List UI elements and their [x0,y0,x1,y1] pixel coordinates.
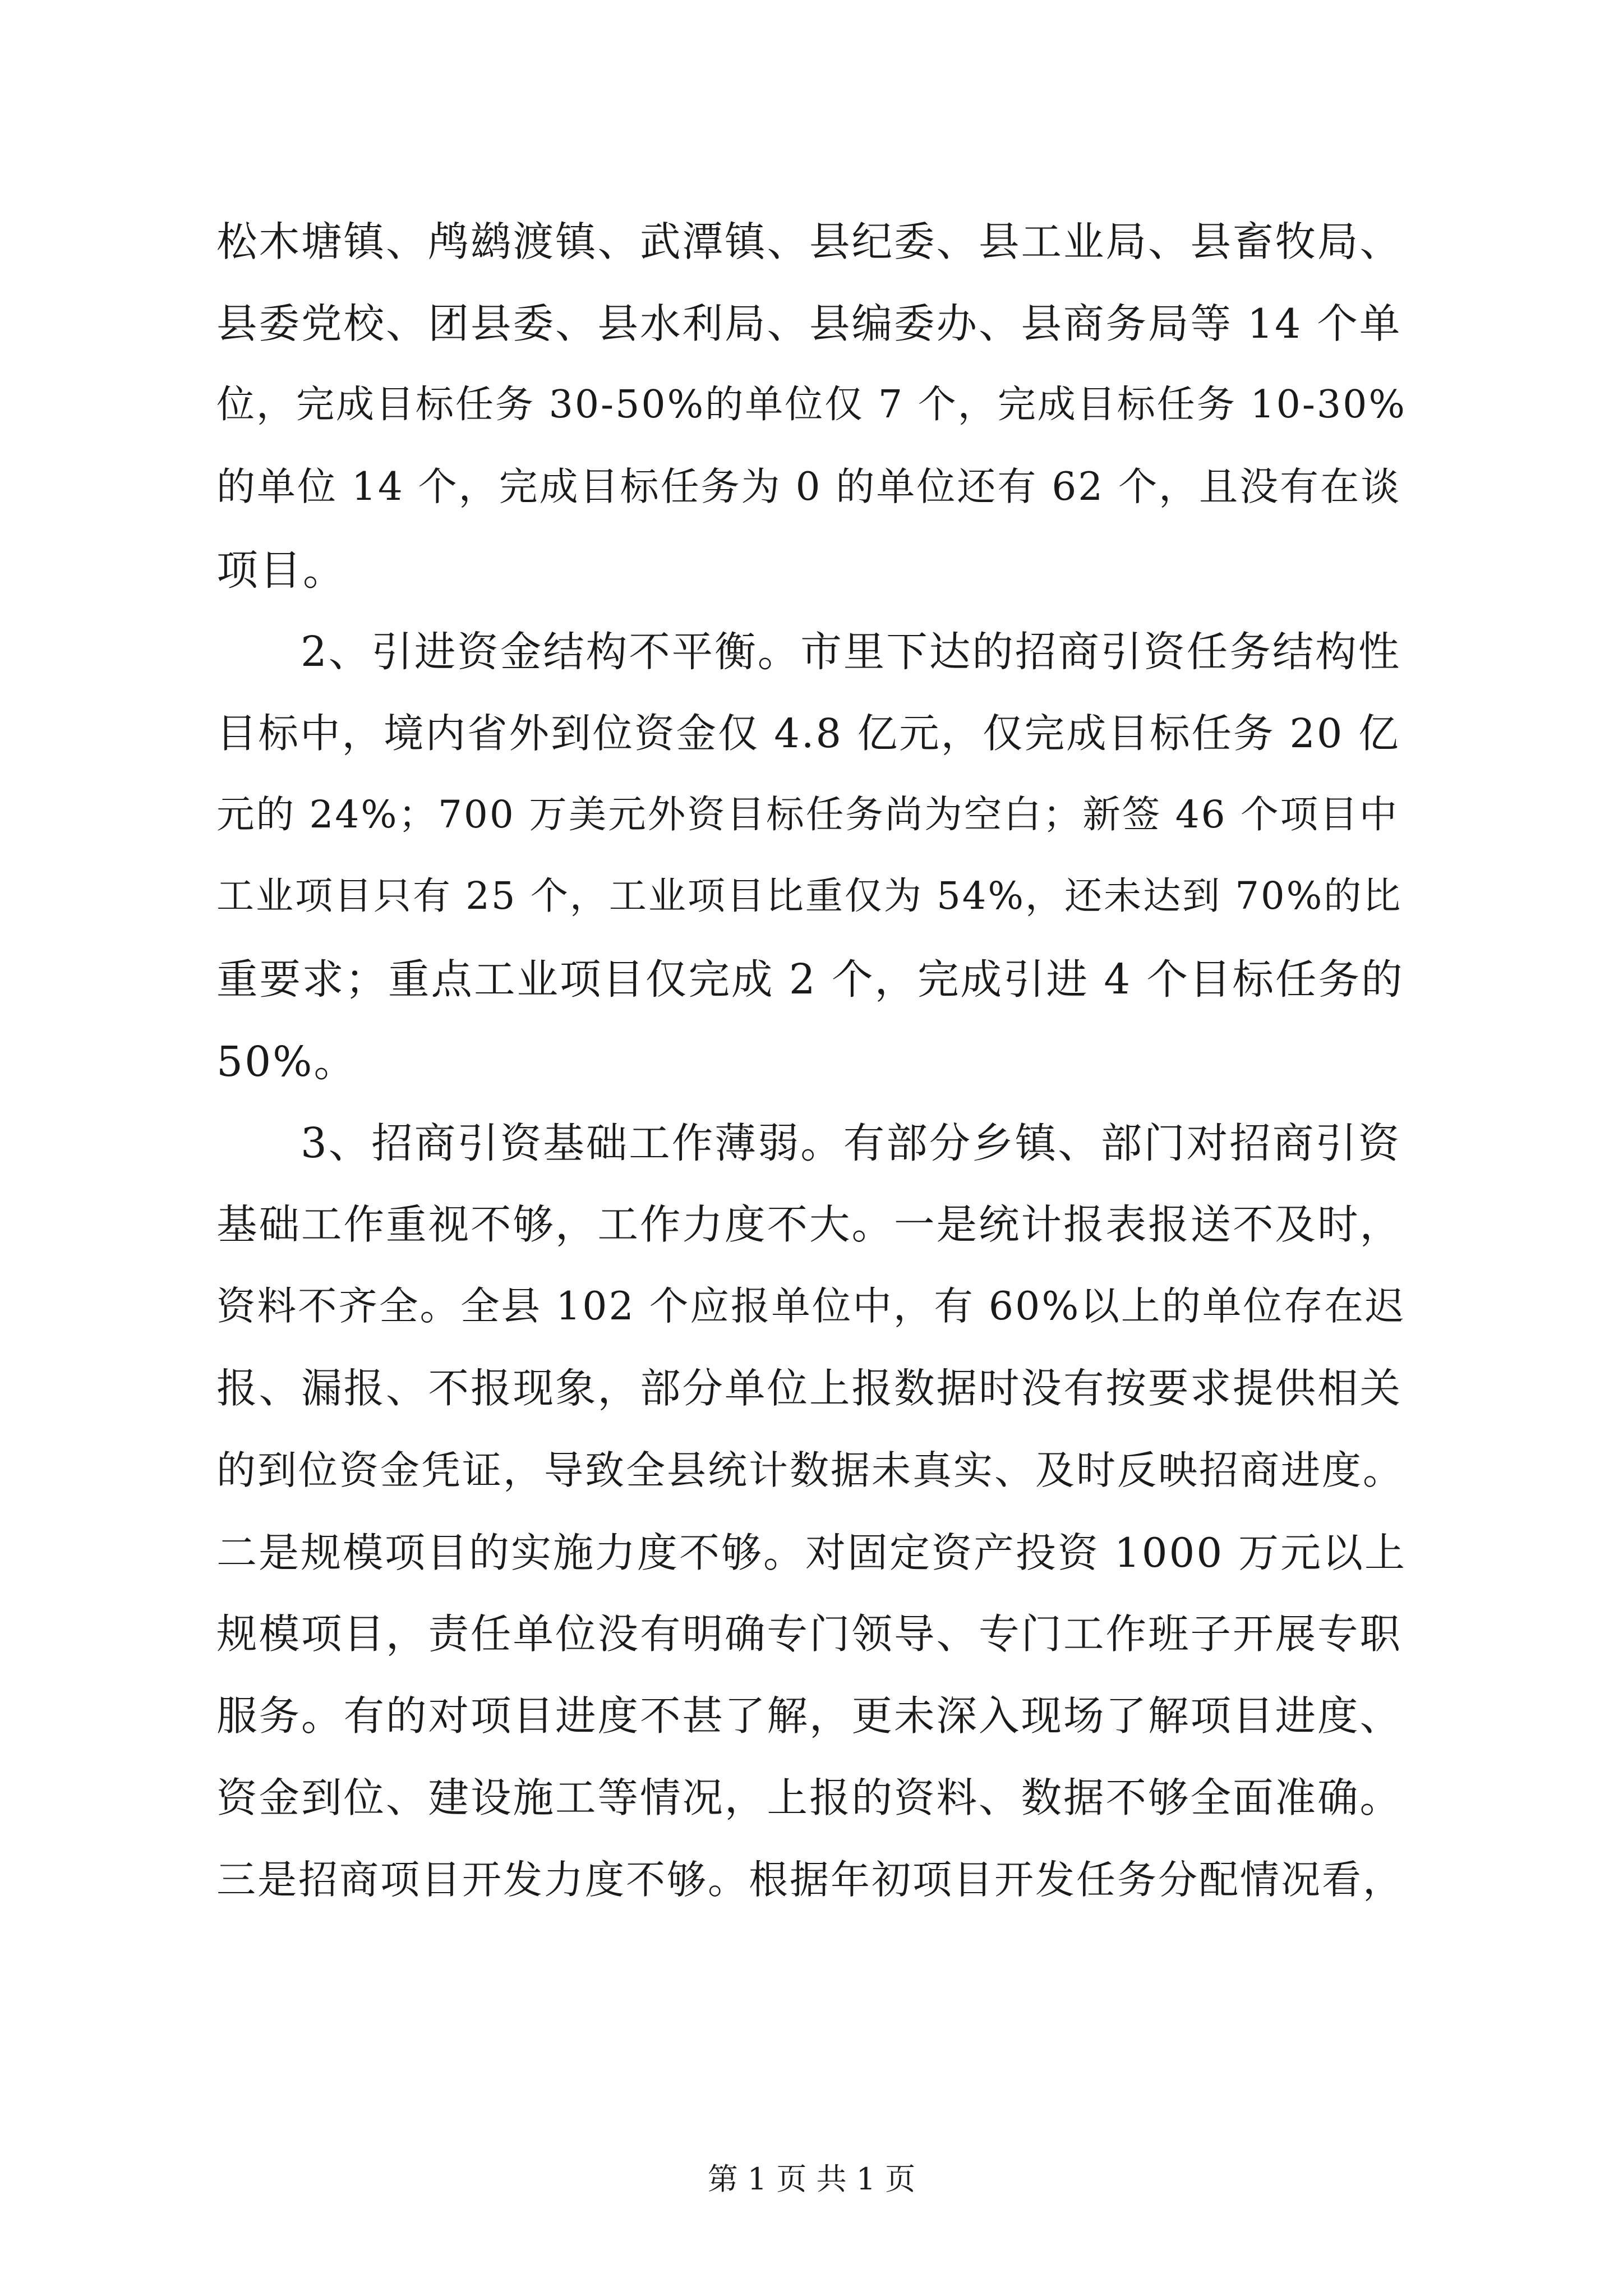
paragraph-start-line: 2、引进资金结构不平衡。市里下达的招商引资任务结构性 [301,628,1401,676]
text-line: 报、漏报、不报现象，部分单位上报数据时没有按要求提供相关 [216,1365,1402,1412]
text-line: 服务。有的对项目进度不甚了解，更未深入现场了解项目进度、 [216,1693,1402,1740]
text-line: 资料不齐全。全县 102 个应报单位中，有 60%以上的单位存在迟 [216,1283,1406,1329]
text-line: 50%。 [216,1038,357,1086]
text-line: 工业项目只有 25 个，工业项目比重仅为 54%，还未达到 70%的比 [216,874,1403,918]
text-line: 的到位资金凭证，导致全县统计数据未真实、及时反映招商进度。 [216,1447,1404,1493]
text-line: 元的 24%；700 万美元外资目标任务尚为空白；新签 46 个项目中 [216,792,1399,836]
text-line: 的单位 14 个，完成目标任务为 0 的单位还有 62 个，且没有在谈 [216,464,1401,509]
text-line: 目标中，境内省外到位资金仅 4.8 亿元，仅完成目标任务 20 亿 [216,710,1400,757]
paragraph-start-line: 3、招商引资基础工作薄弱。有部分乡镇、部门对招商引资 [301,1120,1401,1167]
text-line: 三是招商项目开发力度不够。根据年初项目开发任务分配情况看， [216,1857,1404,1903]
text-line: 松木塘镇、鸬鹚渡镇、武潭镇、县纪委、县工业局、县畜牧局、 [216,219,1402,266]
text-line: 县委党校、团县委、县水利局、县编委办、县商务局等 14 个单 [216,301,1402,348]
page-footer: 第 1 页 共 1 页 [707,2161,916,2197]
text-line: 重要求；重点工业项目仅完成 2 个，完成引进 4 个目标任务的 [216,956,1404,1004]
text-line: 项目。 [216,546,346,595]
text-line: 位，完成目标任务 30-50%的单位仅 7 个，完成目标任务 10-30% [216,383,1407,427]
text-line: 资金到位、建设施工等情况，上报的资料、数据不够全面准确。 [216,1775,1402,1822]
text-line: 规模项目，责任单位没有明确专门领导、专门工作班子开展专职 [216,1611,1402,1658]
text-line: 二是规模项目的实施力度不够。对固定资产投资 1000 万元以上 [216,1529,1407,1576]
text-line: 基础工作重视不够，工作力度不大。一是统计报表报送不及时， [216,1202,1402,1249]
